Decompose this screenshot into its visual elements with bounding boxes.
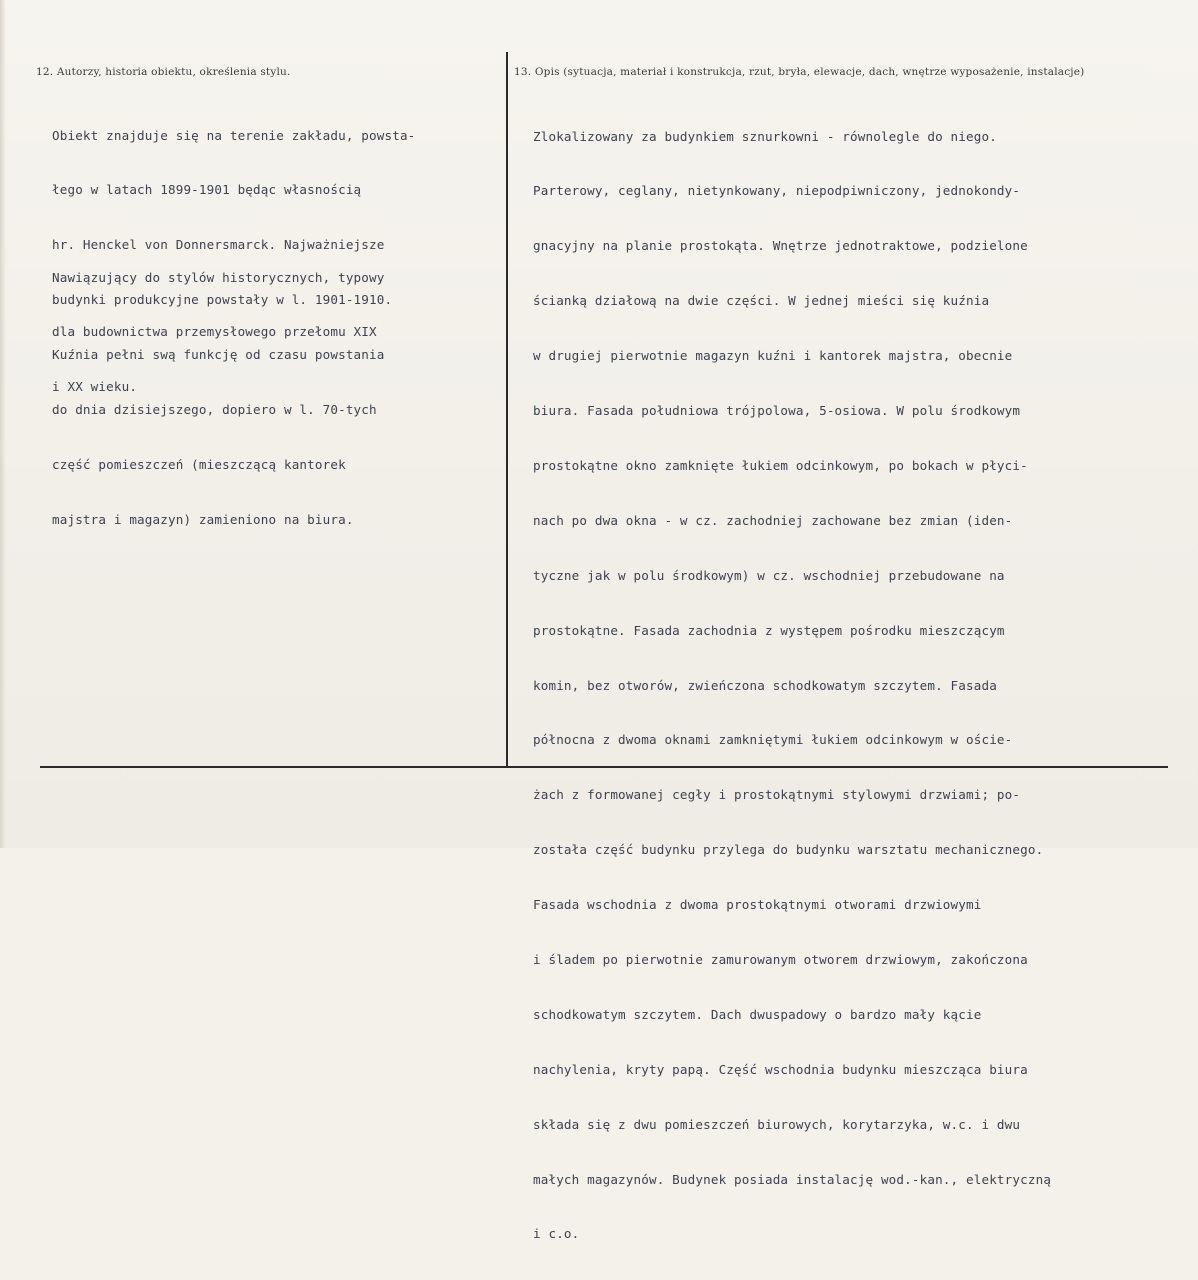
text-line: małych magazynów. Budynek posiada instalację wod.-kan., elektryczną (533, 1171, 1052, 1187)
text-line: Fasada wschodnia z dwoma prostokątnymi otworami drzwiowymi (533, 897, 982, 913)
text-line: składa się z dwu pomieszczeń biurowych, korytarzyka, w.c. i dwu (533, 1116, 1021, 1132)
text-line: i śladem po pierwotnie zamurowanym otworem drzwiowym, zakończona (533, 951, 1028, 967)
style-paragraph (52, 232, 384, 433)
description-paragraph (533, 91, 1051, 1280)
text-line: żach z formowanej cegły i prostokątnymi stylowymi drzwiami; po- (533, 787, 1021, 803)
text-line: Parterowy, ceglany, nietynkowany, niepodpiwniczony, jednokondy- (533, 183, 1021, 199)
text-line: prostokątne okno zamknięte łukiem odcinkowym, po bokach w płyci- (533, 457, 1028, 473)
text-line: część pomieszczeń (mieszczącą kantorek (52, 456, 346, 472)
text-line: gnacyjny na planie prostokąta. Wnętrze jednotraktowe, podzielone (533, 238, 1028, 254)
text-line: w drugiej pierwotnie magazyn kuźni i kantorek majstra, obecnie (533, 348, 1013, 364)
text-line: biura. Fasada południowa trójpolowa, 5-osiowa. W polu środkowym (533, 403, 1021, 419)
column-divider (506, 52, 508, 768)
text-line: ścianką działową na dwie części. W jednej mieści się kuźnia (533, 293, 990, 309)
text-line: schodkowatym szczytem. Dach dwuspadowy o bardzo mały kącie (533, 1006, 982, 1022)
text-line: została część budynku przylega do budynku warsztatu mechanicznego. (533, 842, 1044, 858)
text-line: Kuźnia pełni swą funkcję od czasu powstania (52, 347, 385, 363)
text-line: komin, bez otworów, zwieńczona schodkowatym szczytem. Fasada (533, 677, 997, 693)
page-edge-shadow (0, 0, 6, 848)
text-line: i c.o. (533, 1226, 580, 1242)
text-line: prostokątne. Fasada zachodnia z występem pośrodku mieszczącym (533, 622, 1005, 638)
section-13-label: 13. Opis (sytuacja, materiał i konstrukcja, rzut, bryła, elewacje, dach, wnętrze wyposażenie, instalacje) (514, 66, 1085, 78)
text-line: Nawiązujący do stylów historycznych, typowy (52, 269, 385, 285)
text-line: nachylenia, kryty papą. Część wschodnia budynku mieszcząca biura (533, 1061, 1028, 1077)
text-line: łego w latach 1899-1901 będąc własnością (52, 182, 362, 198)
text-line: dla budownictwa przemysłowego przełomu XIX (52, 324, 377, 340)
section-12-label: 12. Autorzy, historia obiektu, określenia stylu. (36, 66, 291, 78)
text-line: budynki produkcyjne powstały w l. 1901-1910. (52, 292, 393, 308)
text-line: tyczne jak w polu środkowym) w cz. wschodniej przebudowane na (533, 567, 1005, 583)
text-line: nach po dwa okna - w cz. zachodniej zachowane bez zmian (iden- (533, 512, 1013, 528)
text-line: hr. Henckel von Donnersmarck. Najważniejsze (52, 237, 385, 253)
text-line: majstra i magazyn) zamieniono na biura. (52, 511, 354, 527)
text-line: do dnia dzisiejszego, dopiero w l. 70-tych (52, 402, 377, 418)
text-line: Zlokalizowany za budynkiem sznurkowni - równolegle do niego. (533, 128, 997, 144)
text-line: Obiekt znajduje się na terenie zakładu, powsta- (52, 127, 416, 143)
text-line: i XX wieku. (52, 379, 138, 395)
text-line: północna z dwoma oknami zamkniętymi łukiem odcinkowym w oście- (533, 732, 1013, 748)
